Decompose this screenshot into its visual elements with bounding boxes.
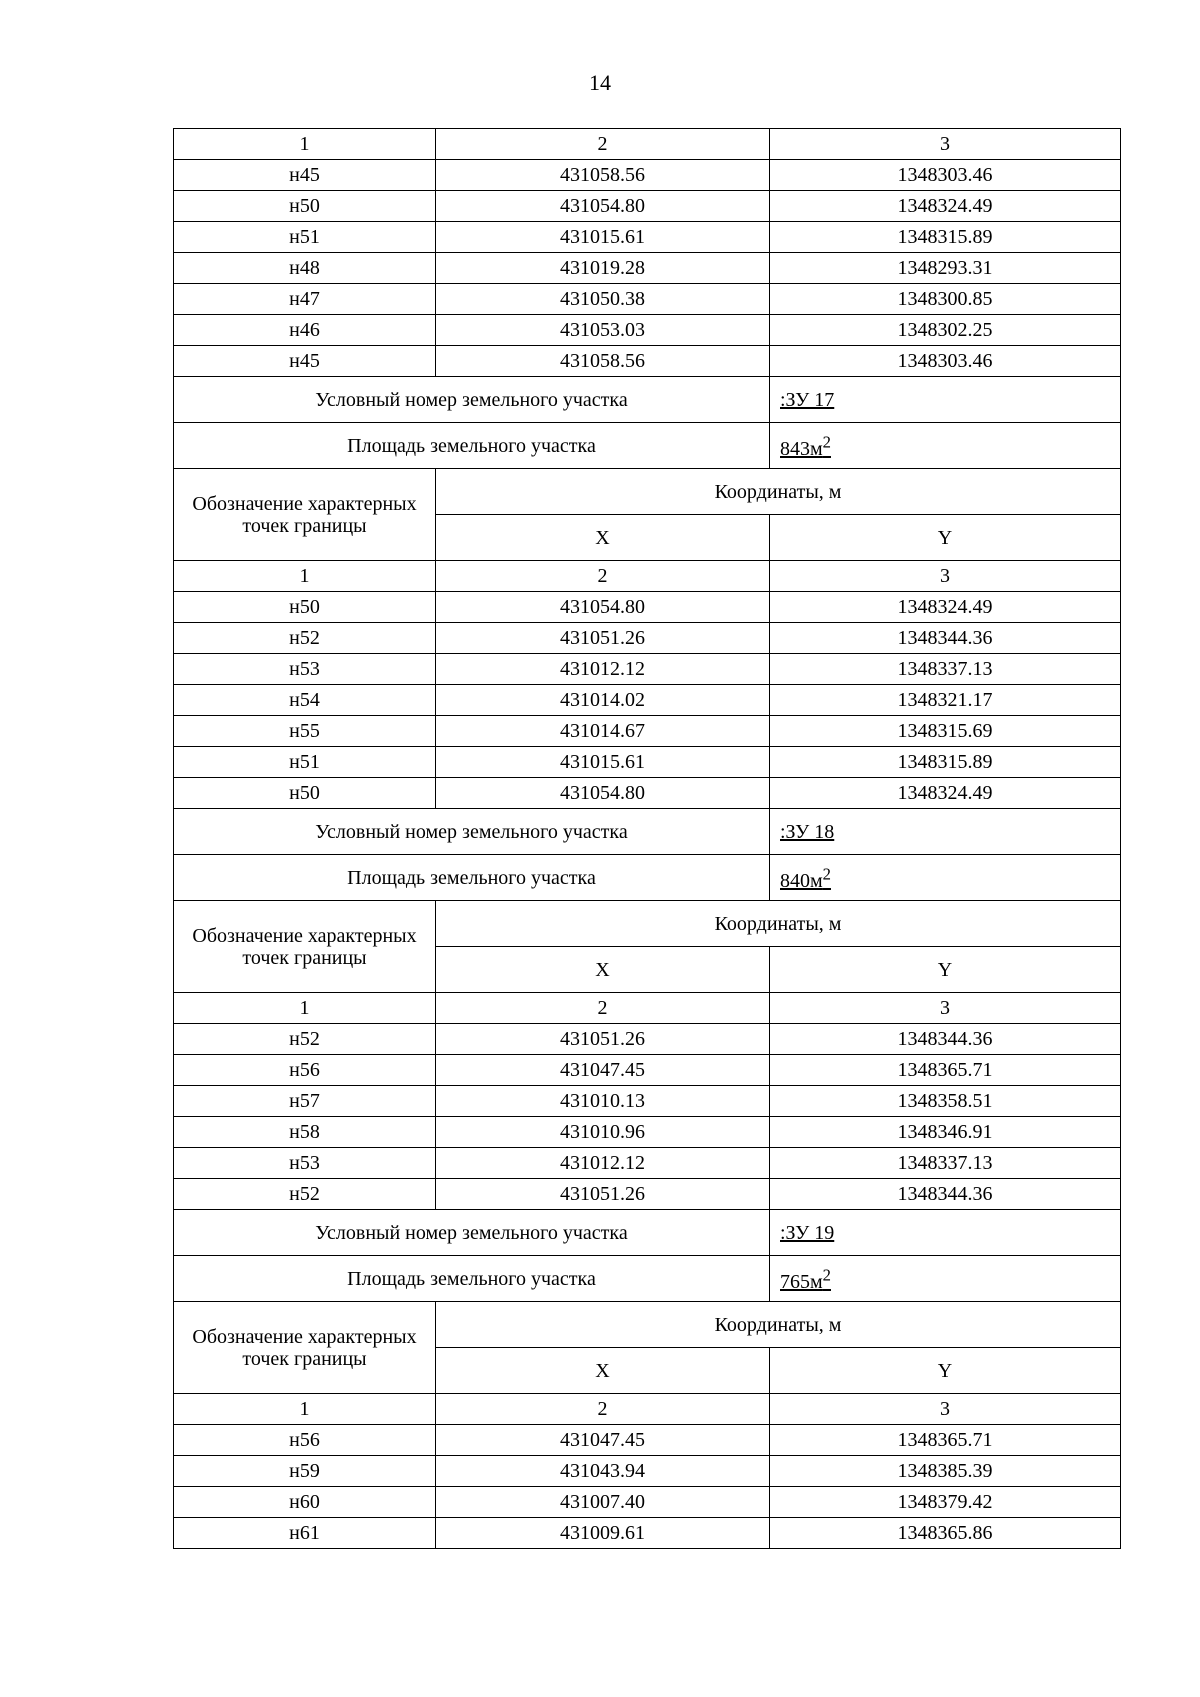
- table-header-row: [174, 469, 1121, 515]
- coordinate-row: [174, 284, 1121, 315]
- point-name: н60: [174, 1487, 436, 1518]
- coordinate-row: [174, 685, 1121, 716]
- column-number-row: [174, 993, 1121, 1024]
- y-coordinate: 1348300.85: [770, 284, 1121, 315]
- column-number-2: 2: [436, 993, 770, 1024]
- parcel-number-row: [174, 377, 1121, 423]
- y-coordinate: 1348344.36: [770, 623, 1121, 654]
- point-name: н57: [174, 1086, 436, 1117]
- column-number-row: [174, 129, 1121, 160]
- parcel-area: [780, 432, 831, 460]
- point-name: н51: [174, 747, 436, 778]
- x-coordinate: 431012.12: [436, 654, 770, 685]
- parcel-number: :ЗУ 19: [780, 1221, 835, 1244]
- parcel-area: [780, 864, 831, 892]
- y-coordinate: 1348303.46: [770, 346, 1121, 377]
- coordinate-row: [174, 747, 1121, 778]
- coordinates-header: Координаты, м: [436, 469, 1121, 515]
- y-coordinate: 1348324.49: [770, 191, 1121, 222]
- coordinates-header: Координаты, м: [436, 1302, 1121, 1348]
- x-coordinate: 431054.80: [436, 778, 770, 809]
- x-coordinate: 431010.96: [436, 1117, 770, 1148]
- x-coordinate: 431054.80: [436, 592, 770, 623]
- x-coordinate: 431015.61: [436, 222, 770, 253]
- column-number-1: 1: [174, 1394, 436, 1425]
- parcel-number-row: [174, 809, 1121, 855]
- point-name: н48: [174, 253, 436, 284]
- coordinate-row: [174, 1179, 1121, 1210]
- parcel-number-label: Условный номер земельного участка: [174, 809, 770, 855]
- point-name: н61: [174, 1518, 436, 1549]
- coordinates-table: [173, 128, 1121, 1549]
- coordinate-row: [174, 315, 1121, 346]
- parcel-area-number: 843м: [780, 437, 823, 460]
- point-name: н50: [174, 778, 436, 809]
- parcel-area-unit-superscript: 2: [822, 432, 831, 452]
- parcel-area-value: [770, 423, 1121, 469]
- parcel-area-value: [770, 855, 1121, 901]
- coordinate-row: [174, 1055, 1121, 1086]
- page-number: 14: [589, 70, 611, 95]
- coordinate-row: [174, 654, 1121, 685]
- point-name: н45: [174, 160, 436, 191]
- y-coordinate: 1348346.91: [770, 1117, 1121, 1148]
- coordinate-row: [174, 222, 1121, 253]
- column-number-3: 3: [770, 129, 1121, 160]
- coordinate-row: [174, 1425, 1121, 1456]
- y-coordinate: 1348365.71: [770, 1055, 1121, 1086]
- parcel-number-label: Условный номер земельного участка: [174, 377, 770, 423]
- y-coordinate: 1348344.36: [770, 1179, 1121, 1210]
- column-number-1: 1: [174, 993, 436, 1024]
- parcel-area-row: [174, 423, 1121, 469]
- y-coordinate: 1348337.13: [770, 1148, 1121, 1179]
- point-name: н55: [174, 716, 436, 747]
- y-coordinate: 1348324.49: [770, 592, 1121, 623]
- parcel-area-label: Площадь земельного участка: [174, 1256, 770, 1302]
- x-coordinate: 431012.12: [436, 1148, 770, 1179]
- parcel-number-value: [770, 377, 1121, 423]
- coordinate-row: [174, 253, 1121, 284]
- x-coordinate: 431053.03: [436, 315, 770, 346]
- x-coordinate: 431019.28: [436, 253, 770, 284]
- parcel-number-value: [770, 1210, 1121, 1256]
- y-coordinate: 1348365.71: [770, 1425, 1121, 1456]
- parcel-number-value: [770, 809, 1121, 855]
- y-coordinate: 1348293.31: [770, 253, 1121, 284]
- x-coordinate: 431014.02: [436, 685, 770, 716]
- coordinate-row: [174, 1086, 1121, 1117]
- coordinate-row: [174, 191, 1121, 222]
- point-name: н50: [174, 191, 436, 222]
- point-name: н53: [174, 1148, 436, 1179]
- x-coordinate: 431010.13: [436, 1086, 770, 1117]
- coordinates-table-body: [174, 129, 1121, 1549]
- x-coordinate: 431058.56: [436, 160, 770, 191]
- coordinate-row: [174, 592, 1121, 623]
- point-name: н58: [174, 1117, 436, 1148]
- point-name: н54: [174, 685, 436, 716]
- y-header: Y: [770, 947, 1121, 993]
- column-number-2: 2: [436, 1394, 770, 1425]
- x-coordinate: 431043.94: [436, 1456, 770, 1487]
- parcel-area-label: Площадь земельного участка: [174, 855, 770, 901]
- point-name: н53: [174, 654, 436, 685]
- x-coordinate: 431009.61: [436, 1518, 770, 1549]
- y-coordinate: 1348385.39: [770, 1456, 1121, 1487]
- coordinate-row: [174, 1117, 1121, 1148]
- y-header: Y: [770, 1348, 1121, 1394]
- point-name: н56: [174, 1055, 436, 1086]
- coordinates-header: Координаты, м: [436, 901, 1121, 947]
- coordinate-row: [174, 1148, 1121, 1179]
- parcel-area-unit-superscript: 2: [822, 864, 831, 884]
- parcel-area-row: [174, 855, 1121, 901]
- point-designation-header: Обозначение характерных точек границы: [174, 1302, 436, 1394]
- parcel-area-unit-superscript: 2: [822, 1265, 831, 1285]
- table-header-row: [174, 1302, 1121, 1348]
- parcel-number-row: [174, 1210, 1121, 1256]
- point-name: н59: [174, 1456, 436, 1487]
- coordinate-row: [174, 778, 1121, 809]
- x-coordinate: 431050.38: [436, 284, 770, 315]
- column-number-2: 2: [436, 561, 770, 592]
- y-coordinate: 1348303.46: [770, 160, 1121, 191]
- point-name: н52: [174, 1024, 436, 1055]
- x-coordinate: 431015.61: [436, 747, 770, 778]
- coordinate-row: [174, 1456, 1121, 1487]
- y-coordinate: 1348358.51: [770, 1086, 1121, 1117]
- coordinate-row: [174, 1487, 1121, 1518]
- coordinate-row: [174, 1518, 1121, 1549]
- parcel-area-label: Площадь земельного участка: [174, 423, 770, 469]
- y-coordinate: 1348315.89: [770, 747, 1121, 778]
- parcel-number: :ЗУ 17: [780, 388, 835, 411]
- y-coordinate: 1348315.89: [770, 222, 1121, 253]
- parcel-area-value: [770, 1256, 1121, 1302]
- x-coordinate: 431051.26: [436, 623, 770, 654]
- y-coordinate: 1348365.86: [770, 1518, 1121, 1549]
- x-coordinate: 431007.40: [436, 1487, 770, 1518]
- y-coordinate: 1348302.25: [770, 315, 1121, 346]
- y-coordinate: 1348337.13: [770, 654, 1121, 685]
- coordinate-row: [174, 716, 1121, 747]
- y-coordinate: 1348315.69: [770, 716, 1121, 747]
- x-header: X: [436, 947, 770, 993]
- parcel-area-number: 840м: [780, 869, 823, 892]
- column-number-1: 1: [174, 129, 436, 160]
- point-name: н51: [174, 222, 436, 253]
- column-number-row: [174, 1394, 1121, 1425]
- point-name: н47: [174, 284, 436, 315]
- y-coordinate: 1348321.17: [770, 685, 1121, 716]
- coordinate-row: [174, 346, 1121, 377]
- column-number-3: 3: [770, 993, 1121, 1024]
- point-designation-header: Обозначение характерных точек границы: [174, 469, 436, 561]
- y-coordinate: 1348324.49: [770, 778, 1121, 809]
- parcel-number: :ЗУ 18: [780, 820, 835, 843]
- x-coordinate: 431047.45: [436, 1425, 770, 1456]
- x-coordinate: 431047.45: [436, 1055, 770, 1086]
- y-header: Y: [770, 515, 1121, 561]
- coordinate-row: [174, 623, 1121, 654]
- parcel-number-label: Условный номер земельного участка: [174, 1210, 770, 1256]
- x-coordinate: 431014.67: [436, 716, 770, 747]
- point-name: н46: [174, 315, 436, 346]
- column-number-3: 3: [770, 1394, 1121, 1425]
- coordinate-row: [174, 1024, 1121, 1055]
- coordinate-row: [174, 160, 1121, 191]
- x-coordinate: 431058.56: [436, 346, 770, 377]
- point-name: н52: [174, 623, 436, 654]
- x-coordinate: 431051.26: [436, 1179, 770, 1210]
- column-number-row: [174, 561, 1121, 592]
- column-number-1: 1: [174, 561, 436, 592]
- point-name: н56: [174, 1425, 436, 1456]
- point-name: н50: [174, 592, 436, 623]
- parcel-area-number: 765м: [780, 1270, 823, 1293]
- point-designation-header: Обозначение характерных точек границы: [174, 901, 436, 993]
- point-name: н52: [174, 1179, 436, 1210]
- y-coordinate: 1348379.42: [770, 1487, 1121, 1518]
- column-number-3: 3: [770, 561, 1121, 592]
- y-coordinate: 1348344.36: [770, 1024, 1121, 1055]
- x-header: X: [436, 1348, 770, 1394]
- column-number-2: 2: [436, 129, 770, 160]
- x-coordinate: 431051.26: [436, 1024, 770, 1055]
- parcel-area-row: [174, 1256, 1121, 1302]
- point-name: н45: [174, 346, 436, 377]
- x-header: X: [436, 515, 770, 561]
- parcel-area: [780, 1265, 831, 1293]
- x-coordinate: 431054.80: [436, 191, 770, 222]
- table-header-row: [174, 901, 1121, 947]
